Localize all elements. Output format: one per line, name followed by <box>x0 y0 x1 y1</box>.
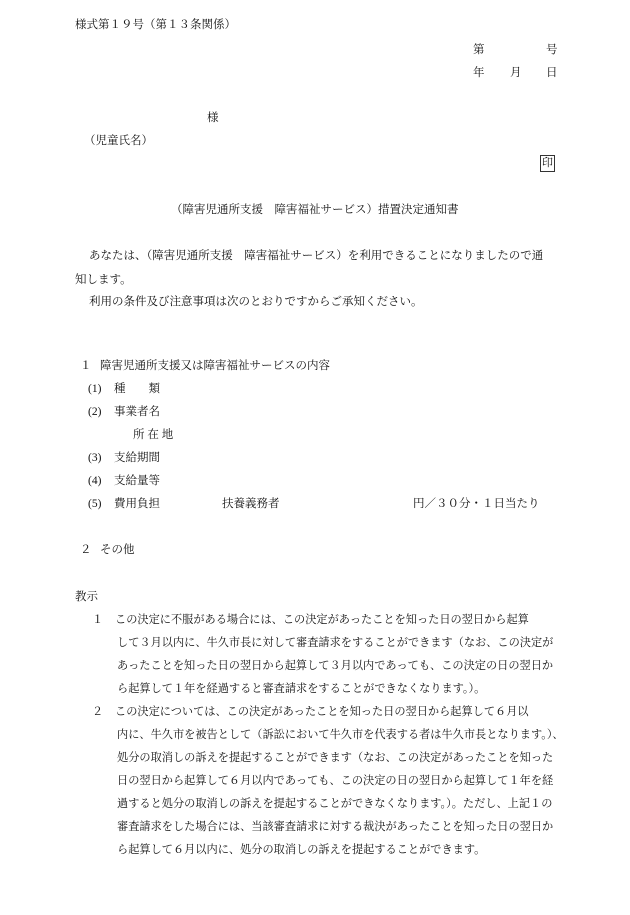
item-number: (1) <box>88 383 102 395</box>
instruction-line: 過すると処分の取消しの訴えを提起することができなくなります。）。ただし、上記１の <box>117 798 553 810</box>
date-month-label: 月 <box>510 67 522 79</box>
instruction-number: １ <box>92 614 104 626</box>
instruction-number: ２ <box>92 706 104 718</box>
instruction-line: あったことを知った日の翌日から起算して３月以内であっても、この決定の日の翌日か <box>117 660 554 672</box>
section1-heading: 障害児通所支援又は障害福祉サービスの内容 <box>100 360 330 372</box>
item-label-cost: 費用負担 <box>114 498 160 510</box>
instruction-line: して３月以内に、牛久市長に対して審査請求をすることができます（なお、この決定が <box>117 637 554 649</box>
intro-line: 知します。 <box>75 274 132 286</box>
item-label-period: 支給期間 <box>114 452 160 464</box>
payer-label: 扶養義務者 <box>222 498 280 510</box>
cost-unit: 円／３０分・１日当たり <box>413 498 540 510</box>
document-number-suffix: 号 <box>546 44 558 56</box>
item-label-type: 種 類 <box>114 383 160 395</box>
section1-number: １ <box>80 360 92 372</box>
item-number: (3) <box>88 452 102 464</box>
item-label-address: 所 在 地 <box>133 429 174 441</box>
item-number: (2) <box>88 406 102 418</box>
form-number: 様式第１９号（第１３条関係） <box>75 19 236 31</box>
instruction-line: ら起算して６月以内に、処分の取消しの訴えを提起することができます。 <box>117 844 486 856</box>
section2-number: ２ <box>80 544 92 556</box>
child-name-label: （児童氏名） <box>84 135 153 147</box>
instruction-line: 処分の取消しの訴えを提起することができます（なお、この決定があったことを知った <box>117 752 554 764</box>
item-number: (4) <box>88 475 102 487</box>
recipient-honorific: 様 <box>207 112 219 124</box>
instruction-line: 審査請求をした場合には、当該審査請求に対する裁決があったことを知った日の翌日か <box>117 821 554 833</box>
instruction-line: この決定については、この決定があったことを知った日の翌日から起算して６月以 <box>115 706 529 718</box>
item-label-amount: 支給量等 <box>114 475 160 487</box>
intro-line: 利用の条件及び注意事項は次のとおりですからご承知ください。 <box>89 296 423 308</box>
instruction-line: ら起算して１年を経過すると審査請求をすることができなくなります。）。 <box>117 683 486 695</box>
date-year-label: 年 <box>473 67 485 79</box>
item-label-provider: 事業者名 <box>114 406 160 418</box>
instruction-line: 日の翌日から起算して６月以内であっても、この決定の日の翌日から起算して１年を経 <box>117 775 554 787</box>
seal-stamp: 印 <box>540 155 555 172</box>
instructions-heading: 教示 <box>75 591 98 603</box>
intro-line: あなたは、（障害児通所支援 障害福祉サービス）を利用できることになりましたので通 <box>89 250 544 262</box>
item-number: (5) <box>88 498 102 510</box>
instruction-line: 内に、牛久市を被告として（訴訟において牛久市を代表する者は牛久市長となります。）、 <box>117 729 564 741</box>
instruction-line: この決定に不服がある場合には、この決定があったことを知った日の翌日から起算 <box>115 614 529 626</box>
document-number-prefix: 第 <box>473 44 485 56</box>
document-title: （障害児通所支援 障害福祉サービス）措置決定通知書 <box>171 204 459 216</box>
date-day-label: 日 <box>546 67 558 79</box>
section2-heading: その他 <box>100 544 135 556</box>
